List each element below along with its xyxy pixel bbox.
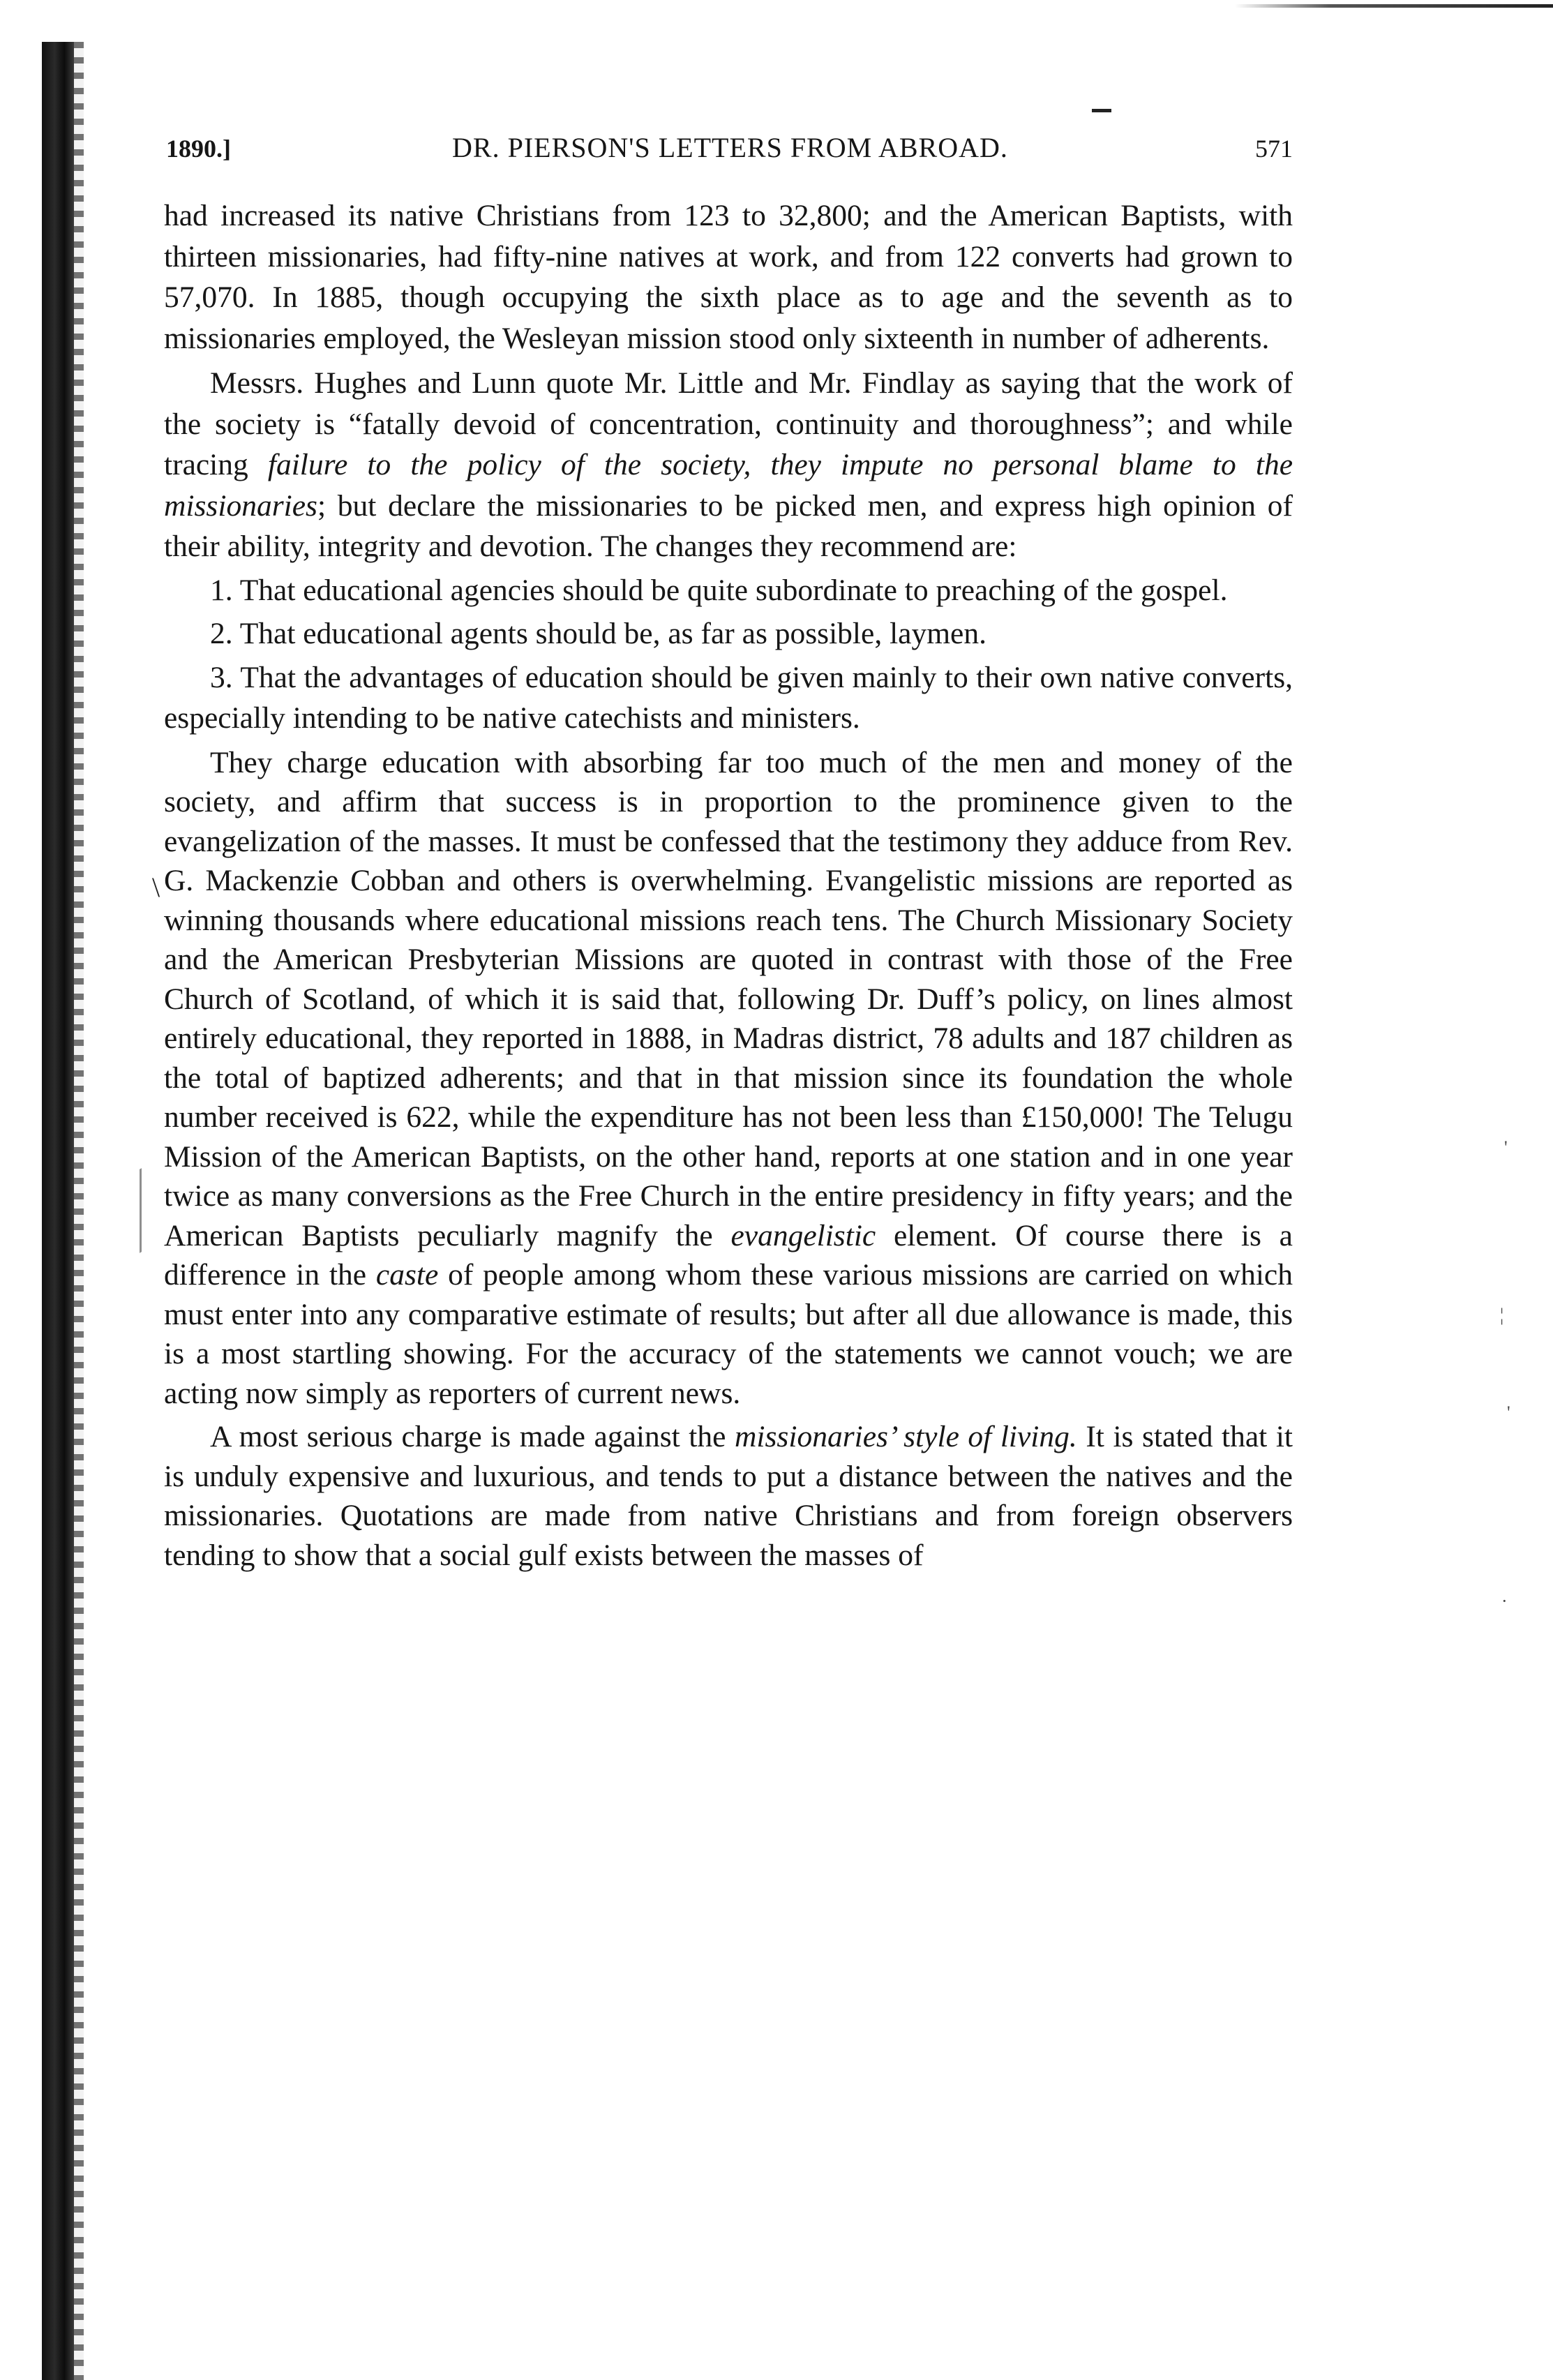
margin-speck: ' <box>1507 1402 1510 1423</box>
paragraph-messrs <box>164 363 1293 567</box>
paragraph-messrs-end: ; but declare the missionaries to be picked men, and express high opinion of their ability, integrity and devotion. The changes they recommend are: <box>164 488 1293 563</box>
page-number: 571 <box>1255 135 1293 163</box>
recommendation-3: 3. That the advantages of education should be given mainly to their own native converts, especially intending to be native catechists and ministers. <box>164 660 1293 735</box>
header-year: 1890.] <box>166 135 231 163</box>
paragraph-living-italic: missionaries’ style of living. <box>735 1420 1077 1453</box>
paragraph-education-a: They charge education with absorbing far too much of the men and money of the society, and affirm that success is in proportion to the prominence given to the evangelization of the masses. It must be confessed that the testimony they adduce from Rev. G. Mackenzie Cobban and others is overwhelming. Evangelistic missions are reported as winning thousands where educational missions reach tens. The Church Missionary Society and the American Presbyterian Missions are quoted in contrast with those of the Free Church of Scotland, of which it is said that, following Dr. Duff’s policy, on lines almost entirely educational, they reported in 1888, in Madras district, 78 adults and 187 children as the total of baptized adherents; and that in that mission since its foundation the whole number received is 622, while the expenditure has not been less than £150,000! The Telugu Mission of the American Baptists, on the other hand, reports at one station and in one year twice as many conversions as the Free Church in the entire presidency in fifty years; and the American Baptists peculiarly magnify the <box>164 745 1293 1252</box>
recommendation-1: 1. That educational agencies should be quite subordinate to preaching of the gospel. <box>210 573 1228 607</box>
margin-tick-mark: \ <box>152 871 160 903</box>
paragraph-living <box>164 1417 1293 1575</box>
paragraph-education-c: of people among whom these various missions are carried on which must enter into any comparative estimate of results; but after all due allowance is made, this is a most startling showing. For the accuracy of the statements we cannot vouch; we are acting now simply as reporters of current news. <box>164 1258 1293 1410</box>
margin-speck: · <box>1501 1591 1508 1611</box>
header-dash-mark <box>1092 109 1111 112</box>
paragraph-messrs-start: Messrs. Hughes and Lunn quote Mr. Little and Mr. Findlay as saying that the work of the society is “fatally devoid of concentration, continuity and thoroughness”; and while tracing <box>164 366 1293 481</box>
paragraph-living-a: A most serious charge is made against the <box>210 1420 735 1453</box>
right-margin-scan-marks <box>1500 1137 1535 1682</box>
paragraph-education <box>164 743 1293 1414</box>
running-header <box>166 134 1293 169</box>
paragraph-continuation: had increased its native Christians from 123 to 32,800; and the American Baptists, with thirteen missionaries, had fifty-nine natives at work, and from 122 converts had grown to 57,070. In 1885, though occupying the sixth place as to age and the seventh as to missionaries employed, the Wesleyan mission stood only sixteenth in number of adherents. <box>164 199 1293 355</box>
paragraph-education-b: element. Of course there is a difference in the <box>164 1218 1293 1292</box>
page-body <box>164 195 1293 1575</box>
header-title: DR. PIERSON'S LETTERS FROM ABROAD. <box>452 132 1008 163</box>
book-spine-shadow <box>42 42 74 2380</box>
margin-speck: ¦ <box>1500 1305 1504 1325</box>
margin-speck: ' <box>1504 1137 1508 1158</box>
paragraph-living-b: It is stated that it is unduly expensive and luxurious, and tends to put a distance between the natives and the missionaries. Quotations are made from native Christians and from foreign observers tending to show that a social gulf exists between the masses of <box>164 1420 1293 1572</box>
recommendation-2: 2. That educational agents should be, as far as possible, laymen. <box>210 617 986 650</box>
top-edge-rule <box>1235 4 1553 8</box>
paragraph-education-italic-2: caste <box>375 1258 439 1292</box>
paragraph-education-italic-1: evangelistic <box>730 1218 876 1252</box>
paragraph-messrs-italic: failure to the policy of the society, they impute no personal blame to the missionaries <box>164 448 1293 523</box>
